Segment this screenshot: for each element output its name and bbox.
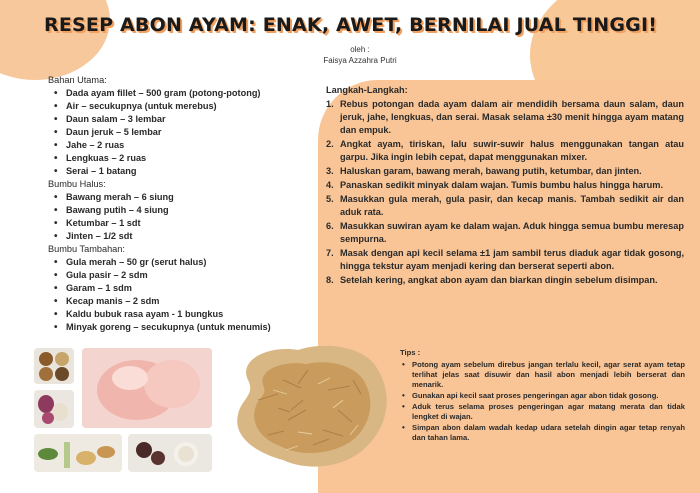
step-item — [326, 165, 684, 178]
step-text: Panaskan sedikit minyak dalam wajan. Tumis bumbu halus hingga harum. — [340, 180, 664, 190]
tips-heading: Tips : — [400, 348, 421, 357]
list-item: • Simpan abon dalam wadah kedap udara setelah dingin agar tetap renyah dan tahan lama. — [412, 423, 685, 443]
palm-sugar-sauce-image — [128, 434, 212, 472]
shallots-garlic-image — [34, 390, 74, 428]
list-item: • Gula merah – 50 gr (serut halus) — [66, 256, 313, 269]
list-item: • Aduk terus selama proses pengeringan agar matang merata dan tidak lengket di wajan. — [412, 402, 685, 422]
decor-blob-top-left — [0, 0, 110, 80]
step-number: 7. — [326, 248, 334, 258]
byline-author: Faisya Azzahra Putri — [323, 56, 397, 65]
step-number: 3. — [326, 166, 334, 176]
bahan-utama-list — [48, 87, 313, 178]
chicken-photo — [82, 348, 212, 428]
step-text: Rebus potongan dada ayam dalam air mendidih bersama daun salam, daun jeruk, jahe, lengkuas, dan serai. Masak selama ±30 menit hingga ayam matang dan empuk. — [340, 99, 684, 135]
list-item: • Air – secukupnya (untuk merebus) — [66, 100, 313, 113]
shallots-photo — [34, 390, 74, 428]
abon-ayam-image — [228, 340, 393, 475]
step-item — [326, 179, 684, 192]
bumbu-tambahan-heading: Bumbu Tambahan: — [48, 244, 125, 254]
step-text: Angkat ayam, tiriskan, lalu suwir-suwir halus menggunakan tangan atau garpu. Jika ingin lebih cepat, dapat menggunakan mixer. — [340, 139, 684, 162]
ingredients-column — [48, 74, 313, 334]
list-item: • Daun salam – 3 lembar — [66, 113, 313, 126]
step-item — [326, 138, 684, 164]
byline-label: oleh : — [350, 45, 370, 54]
steps-column — [326, 84, 684, 288]
list-item: • Garam – 1 sdm — [66, 282, 313, 295]
list-item: • Gunakan api kecil saat proses pengeringan agar abon tidak gosong. — [412, 391, 685, 401]
list-item: • Dada ayam fillet – 500 gram (potong-potong) — [66, 87, 313, 100]
step-text: Setelah kering, angkat abon ayam dan biarkan dingin sebelum disimpan. — [340, 275, 658, 285]
list-item: • Ketumbar – 1 sdt — [66, 217, 313, 230]
tips-list — [400, 360, 685, 443]
step-text: Masukkan gula merah, gula pasir, dan kecap manis. Tambah sedikit air dan aduk rata. — [340, 194, 684, 217]
step-number: 8. — [326, 275, 334, 285]
step-item — [326, 247, 684, 273]
step-item — [326, 274, 684, 287]
list-item: • Minyak goreng – secukupnya (untuk menumis) — [66, 321, 313, 334]
sugar-sauce-photo — [128, 434, 212, 472]
tips-section — [400, 348, 685, 444]
list-item: • Gula pasir – 2 sdm — [66, 269, 313, 282]
step-number: 2. — [326, 139, 334, 149]
list-item: • Daun jeruk – 5 lembar — [66, 126, 313, 139]
list-item: • Serai – 1 batang — [66, 165, 313, 178]
step-text: Masak dengan api kecil selama ±1 jam sambil terus diaduk agar tidak gosong, hingga tekstur ayam menjadi kering dan berserat seperti abon. — [340, 248, 684, 271]
list-item: • Jahe – 2 ruas — [66, 139, 313, 152]
herbs-photo — [34, 434, 122, 472]
bumbu-halus-heading: Bumbu Halus: — [48, 179, 106, 189]
step-text: Haluskan garam, bawang merah, bawang putih, ketumbar, dan jinten. — [340, 166, 642, 176]
list-item: • Bawang putih – 4 siung — [66, 204, 313, 217]
list-item: • Bawang merah – 6 siung — [66, 191, 313, 204]
step-number: 1. — [326, 99, 334, 109]
list-item: • Lengkuas – 2 ruas — [66, 152, 313, 165]
spice-piles-image — [34, 348, 74, 384]
spices-photo — [34, 348, 74, 384]
step-item — [326, 98, 684, 137]
bumbu-tambahan-list — [48, 256, 313, 334]
bumbu-halus-list — [48, 191, 313, 243]
bahan-utama-heading: Bahan Utama: — [48, 75, 107, 85]
byline — [300, 44, 420, 66]
langkah-heading: Langkah-Langkah: — [326, 85, 408, 95]
step-number: 6. — [326, 221, 334, 231]
step-text: Masukkan suwiran ayam ke dalam wajan. Aduk hingga semua bumbu meresap sempurna. — [340, 221, 684, 244]
step-number: 5. — [326, 194, 334, 204]
list-item: • Jinten – 1/2 sdt — [66, 230, 313, 243]
herbs-roots-image — [34, 434, 122, 472]
raw-chicken-image — [82, 348, 212, 428]
page-title: RESEP ABON AYAM: ENAK, AWET, BERNILAI JUAL TINGGI! — [44, 14, 658, 36]
list-item: • Kecap manis – 2 sdm — [66, 295, 313, 308]
list-item: • Potong ayam sebelum direbus jangan terlalu kecil, agar serat ayam tetap terlihat jelas saat disuwir dan hasil abon menjadi lebih berserat dan menarik. — [412, 360, 685, 390]
steps-list — [326, 98, 684, 287]
step-number: 4. — [326, 180, 334, 190]
step-item — [326, 220, 684, 246]
step-item — [326, 193, 684, 219]
list-item: • Kaldu bubuk rasa ayam - 1 bungkus — [66, 308, 313, 321]
